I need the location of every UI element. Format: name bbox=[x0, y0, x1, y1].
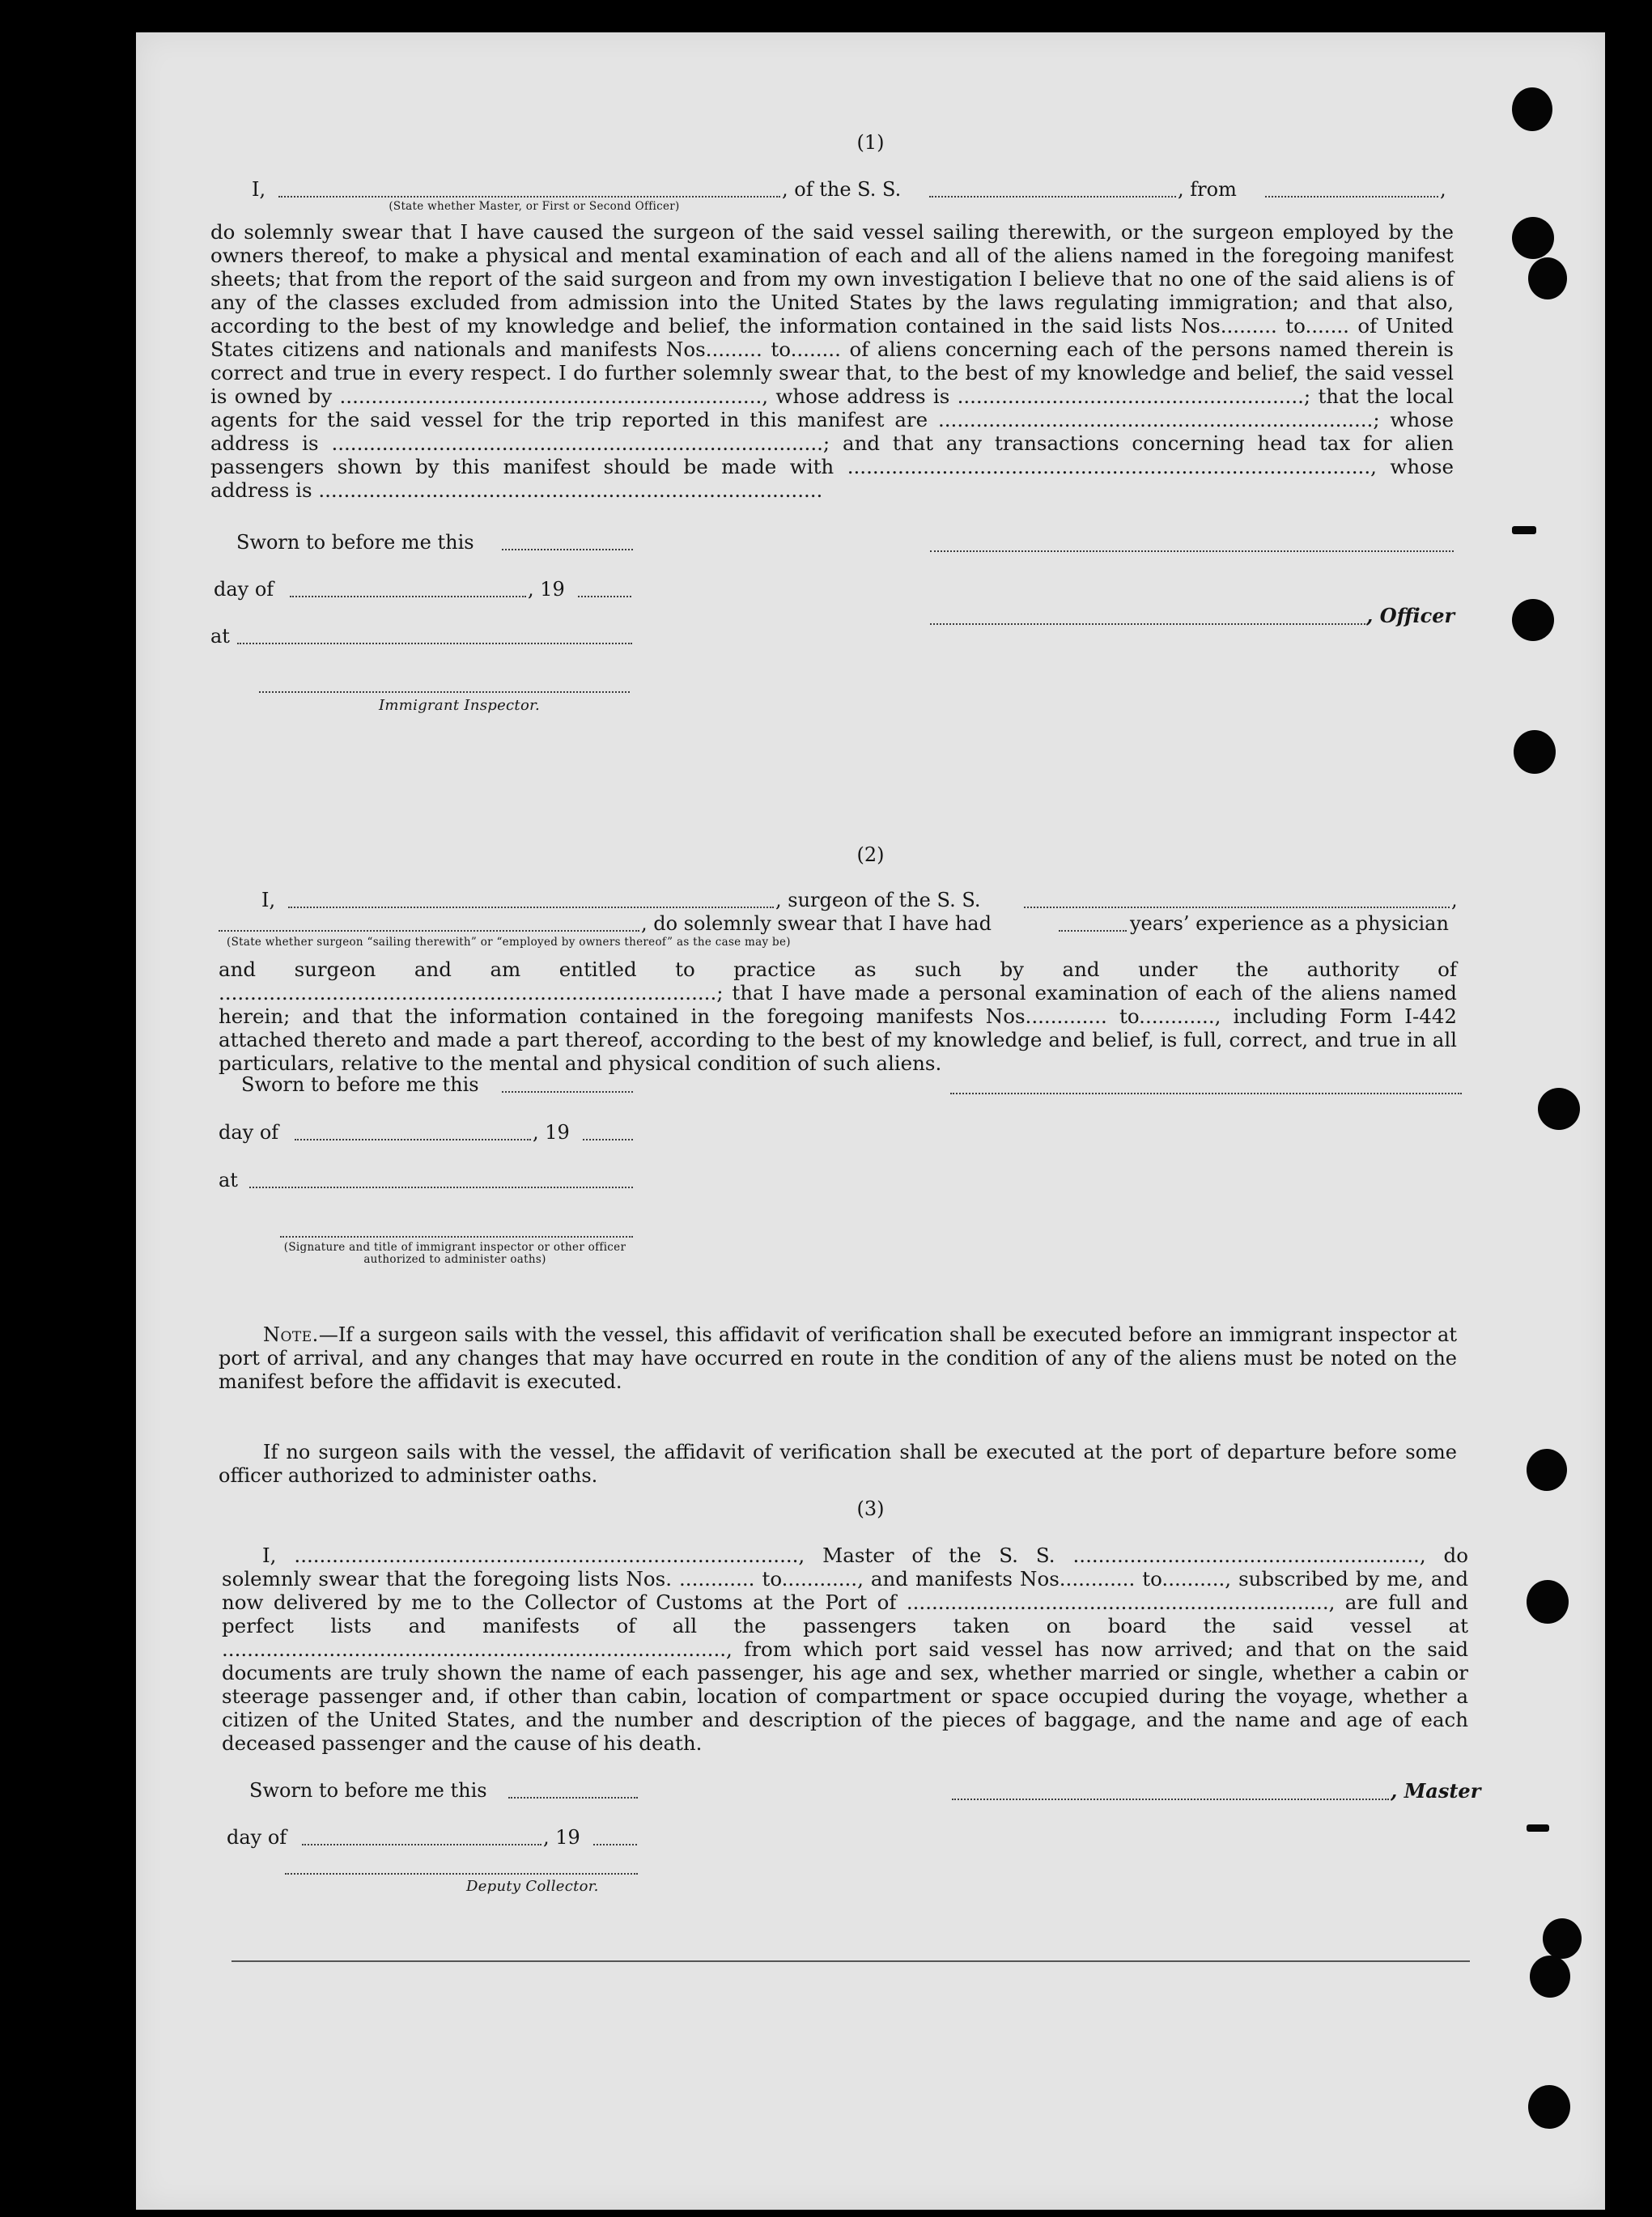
departure-port-field[interactable] bbox=[1265, 196, 1438, 197]
section-1-from: , from bbox=[1178, 178, 1237, 201]
binder-hole bbox=[1543, 1918, 1582, 1959]
section-3-sworn-day-field[interactable] bbox=[508, 1797, 638, 1799]
years-experience-field[interactable] bbox=[1059, 930, 1127, 932]
manifest-page bbox=[136, 32, 1605, 2210]
note-paragraph-2: If no surgeon sails with the vessel, the affidavit of verification shall be executed at the port of departure before some officer authorized to administer oaths. bbox=[219, 1441, 1463, 1487]
scan-mark bbox=[1512, 526, 1536, 534]
binder-hole bbox=[1514, 730, 1556, 774]
binder-hole bbox=[1512, 87, 1552, 131]
section-2-year-label: , 19 bbox=[533, 1121, 570, 1144]
section-2-sworn-label: Sworn to before me this bbox=[241, 1073, 479, 1096]
section-1-comma: , bbox=[1440, 178, 1446, 201]
section-2-day-of-label: day of bbox=[219, 1121, 279, 1144]
section-1-month-field[interactable] bbox=[290, 596, 526, 597]
section-2-vessel-field[interactable] bbox=[1024, 907, 1450, 908]
section-1-signature-line[interactable] bbox=[930, 550, 1454, 552]
section-3-oath-text: I, ................................................................................, Master of the S. S. ......................................................., do solemnly swear that the foregoing lists Nos. ............ to............, and manifests Nos............ to.........., subscribed by me, and now delivered by me to the Collector of Customs at the Port of ..................................................................., are full and perfect lists and manifests of all the passengers taken on board the said vessel at ................................................................................, from which port said vessel has now arrived; and that on the said documents are truly shown the name of each passenger, his age and sex, whether married or single, whether a cabin or steerage passenger and, if other than cabin, location of compartment or space occupied during the voyage, whether a citizen of the United States, and the number and description of the pieces of baggage, and the name and age of each deceased passenger and the cause of his death. bbox=[222, 1544, 1475, 1755]
surgeon-name-field[interactable] bbox=[288, 907, 774, 908]
binder-hole bbox=[1528, 2085, 1570, 2129]
section-2-oath-text: and surgeon and am entitled to practice as such by and under the authority of ...............................................................................; that I have made a personal examination of each of the aliens named herein; and that the information contained in the foregoing manifests Nos............. to............, including Form I-442 attached thereto and made a part thereof, according to the best of my knowledge and belief, is full, correct, and true in all particulars, relative to the mental and physical condition of such aliens. bbox=[219, 958, 1463, 1075]
section-2-number: (2) bbox=[856, 843, 885, 866]
section-2-signature-caption: (Signature and title of immigrant inspector or other officer authorized to administer oaths) bbox=[283, 1241, 626, 1266]
section-1-year-label: , 19 bbox=[528, 578, 565, 601]
master-name-field[interactable] bbox=[278, 196, 780, 197]
section-2-sworn-day-field[interactable] bbox=[502, 1091, 633, 1093]
section-1-day-of-label: day of bbox=[214, 578, 274, 601]
note-label: Note. bbox=[263, 1323, 319, 1346]
section-2-officer-signature-line[interactable] bbox=[280, 1236, 633, 1238]
immigrant-inspector-signature-line[interactable] bbox=[259, 691, 630, 693]
section-3-month-field[interactable] bbox=[302, 1844, 541, 1845]
binder-hole bbox=[1538, 1088, 1580, 1130]
section-3-year-field[interactable] bbox=[593, 1844, 637, 1845]
section-1-sworn-day-field[interactable] bbox=[502, 549, 633, 550]
surgeon-status-field[interactable] bbox=[219, 930, 639, 932]
section-3-number: (3) bbox=[856, 1497, 885, 1520]
bottom-rule bbox=[231, 1960, 1470, 1962]
note-text-1: —If a surgeon sails with the vessel, this affidavit of verification shall be executed before an immigrant inspector at port of arrival, and any changes that may have occurred en route in the condition of any of the aliens must be noted on the manifest before the affidavit is executed. bbox=[219, 1323, 1463, 1393]
deputy-collector-signature-line[interactable] bbox=[285, 1873, 638, 1875]
section-1-oath-text: do solemnly swear that I have caused the surgeon of the said vessel sailing therewith, or the surgeon employed by the owners thereof, to make a physical and mental examination of each and all of the aliens named in the foregoing manifest sheets; that from the report of the said surgeon and from my own investigation I believe that no one of the said aliens is of any of the classes excluded from admission into the United States by the laws regulating immigration; and that also, according to the best of my knowledge and belief, the information contained in the said lists Nos......... to....... of United States citizens and nationals and manifests Nos......... to........ of aliens concerning each of the persons named therein is correct and true in every respect. I do further solemnly swear that, to the best of my knowledge and belief, the said vessel is owned by ..................................................................., whose address is .......................................................; that the local agents for the said vessel for the trip reported in this manifest are .....................................................................; whose address is ..............................................................................; and that any transactions concerning head tax for alien passengers shown by this manifest should be made with ..................................................................................., whose address is ................................................................................ bbox=[210, 220, 1460, 502]
section-2-at-label: at bbox=[219, 1169, 238, 1191]
binder-hole bbox=[1512, 599, 1554, 641]
section-2-year-field[interactable] bbox=[583, 1139, 633, 1140]
section-2-comma: , bbox=[1451, 889, 1458, 911]
immigrant-inspector-caption: Immigrant Inspector. bbox=[379, 697, 541, 714]
section-1-sworn-label: Sworn to before me this bbox=[236, 531, 474, 554]
binder-hole bbox=[1527, 1449, 1567, 1491]
officer-signature-line[interactable] bbox=[930, 623, 1365, 625]
section-1-of-ss: , of the S. S. bbox=[782, 178, 902, 201]
section-3-day-of-label: day of bbox=[227, 1826, 287, 1849]
binder-hole bbox=[1527, 1580, 1569, 1624]
master-caption: (State whether Master, or First or Second Officer) bbox=[389, 200, 680, 213]
section-1-at-label: at bbox=[210, 625, 230, 648]
binder-hole bbox=[1528, 257, 1567, 299]
surgeon-caption: (State whether surgeon “sailing therewith” or “employed by owners thereof” as the case may be) bbox=[227, 936, 791, 949]
section-2-I: I, bbox=[261, 889, 276, 911]
master-label: , Master bbox=[1391, 1779, 1481, 1803]
section-3-sworn-label: Sworn to before me this bbox=[249, 1779, 487, 1802]
binder-hole bbox=[1530, 1956, 1570, 1998]
vessel-name-field[interactable] bbox=[929, 196, 1176, 197]
section-3-year-label: , 19 bbox=[543, 1826, 580, 1849]
section-2-at-field[interactable] bbox=[249, 1187, 633, 1188]
section-1-at-field[interactable] bbox=[237, 643, 632, 644]
note-paragraph-1 bbox=[219, 1323, 1463, 1394]
section-2-swear-text: , do solemnly swear that I have had bbox=[641, 912, 992, 935]
scan-mark bbox=[1527, 1824, 1549, 1832]
section-2-month-field[interactable] bbox=[295, 1139, 531, 1140]
master-signature-line[interactable] bbox=[952, 1799, 1389, 1800]
section-1-number: (1) bbox=[856, 131, 885, 154]
section-1-I: I, bbox=[252, 178, 266, 201]
section-2-surgeon-label: , surgeon of the S. S. bbox=[775, 889, 981, 911]
section-2-signature-line[interactable] bbox=[950, 1093, 1462, 1094]
section-2-years-text: years’ experience as a physician bbox=[1130, 912, 1449, 935]
officer-label: , Officer bbox=[1366, 604, 1455, 627]
deputy-collector-caption: Deputy Collector. bbox=[466, 1878, 599, 1895]
binder-hole bbox=[1512, 217, 1554, 259]
section-1-year-field[interactable] bbox=[578, 596, 631, 597]
note-block bbox=[219, 1276, 1463, 1535]
